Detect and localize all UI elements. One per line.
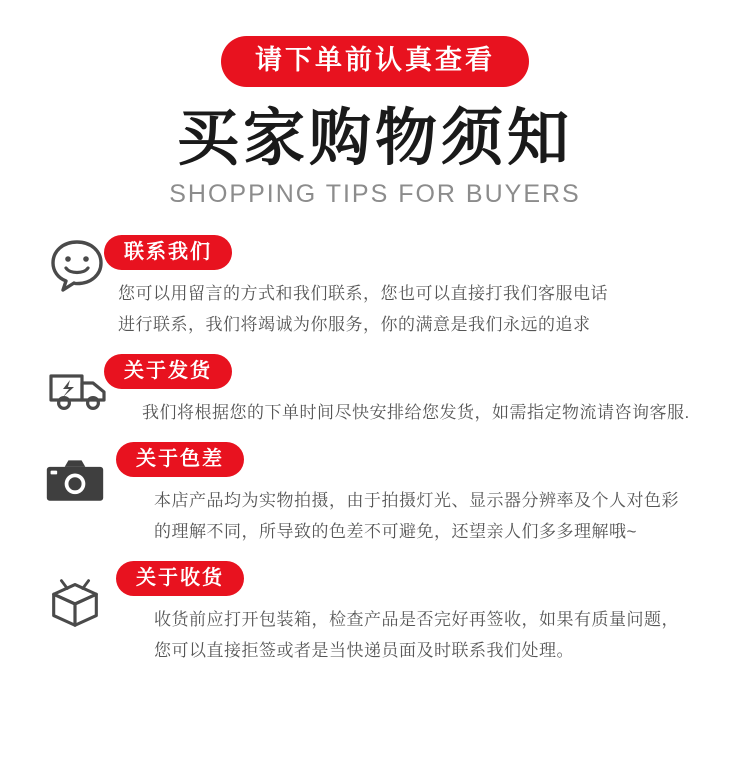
page-title: 买家购物须知	[176, 104, 573, 173]
camera-icon	[44, 450, 106, 512]
header-ribbon-banner: 请下单前认真查看	[221, 36, 529, 87]
section-text-line: 本店产品均为实物拍摄，由于拍摄灯光、显示器分辨率及个人对色彩	[154, 491, 679, 511]
section-tag-color-difference: 关于色差	[116, 442, 244, 477]
section-tag-contact-us: 联系我们	[104, 235, 232, 270]
section-body	[104, 235, 710, 340]
delivery-truck-icon	[48, 360, 110, 422]
section-text	[104, 278, 710, 340]
open-box-icon	[44, 571, 106, 633]
section-text-line: 的理解不同，所导致的色差不可避免，还望亲人们多多理解哦~	[154, 522, 637, 542]
section-text-line: 进行联系，我们将竭诚为你服务，你的满意是我们永远的追求	[118, 315, 591, 335]
section-color-difference	[38, 442, 710, 547]
section-text	[116, 485, 710, 547]
page-header	[0, 0, 750, 209]
page-subtitle: SHOPPING TIPS FOR BUYERS	[169, 180, 581, 209]
section-text-line: 您可以用留言的方式和我们联系，您也可以直接打我们客服电话	[118, 284, 608, 304]
section-tag-receiving: 关于收货	[116, 561, 244, 596]
section-body	[104, 354, 710, 428]
smiley-face-icon	[46, 235, 108, 297]
section-text-line: 您可以直接拒签或者是当快递员面及时联系我们处理。	[154, 641, 574, 661]
section-text-line: 我们将根据您的下单时间尽快安排给您发货，如需指定物流请咨询客服.	[142, 403, 690, 423]
section-body	[116, 561, 710, 666]
section-text	[104, 397, 710, 428]
section-receiving	[38, 561, 710, 666]
tips-section-list	[0, 235, 750, 666]
section-shipping	[38, 354, 710, 428]
section-contact-us	[38, 235, 710, 340]
section-tag-shipping: 关于发货	[104, 354, 232, 389]
section-text-line: 收货前应打开包装箱，检查产品是否完好再签收，如果有质量问题，	[154, 610, 679, 630]
section-body	[116, 442, 710, 547]
section-text	[116, 604, 710, 666]
